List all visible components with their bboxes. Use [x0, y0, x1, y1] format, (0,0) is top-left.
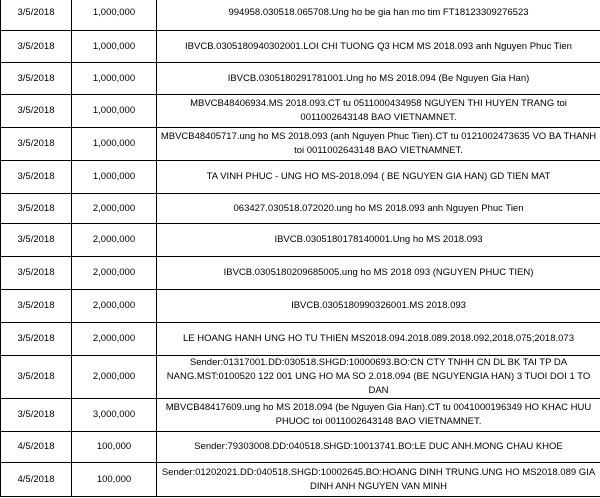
date-cell: 3/5/2018 [1, 399, 72, 432]
amount-cell: 2,000,000 [72, 224, 157, 257]
description-cell: IBVCB.0305180990326001.MS 2018.093 [157, 290, 600, 323]
date-cell: 3/5/2018 [1, 194, 72, 224]
date-cell: 3/5/2018 [1, 257, 72, 290]
amount-cell: 100,000 [72, 463, 157, 497]
amount-cell: 2,000,000 [72, 290, 157, 323]
amount-cell: 2,000,000 [72, 257, 157, 290]
amount-cell: 3,000,000 [72, 399, 157, 432]
description-cell: Sender:01202021.DD:040518.SHGD:10002645.BO:HOANG DINH TRUNG.UNG HO MS2018.089 GIA DINH ANH NGUYEN VAN MINH [157, 463, 600, 497]
description-cell: MBVCB48406934.MS 2018.093.CT tu 0511000434958 NGUYEN THI HUYEN TRANG toi 0011002643148 BAO VIETNAMNET. [157, 95, 600, 128]
amount-cell: 1,000,000 [72, 63, 157, 95]
amount-cell: 1,000,000 [72, 31, 157, 63]
date-cell: 3/5/2018 [1, 323, 72, 356]
table-row [1, 399, 600, 432]
table-row [1, 31, 600, 63]
date-cell: 3/5/2018 [1, 224, 72, 257]
table-row [1, 194, 600, 224]
amount-cell: 1,000,000 [72, 95, 157, 128]
date-cell: 4/5/2018 [1, 463, 72, 497]
description-cell: 063427.030518.072020.ung ho MS 2018.093 anh Nguyen Phuc Tien [157, 194, 600, 224]
description-cell: MBVCB48405717.ung ho MS 2018.093 (anh Nguyen Phuc Tien).CT tu 0121002473635 VO BA THANH toi 0011002643148 BAO VIETNAMNET. [157, 128, 600, 161]
description-cell: Sender:01317001.DD:030518.SHGD:10000693.BO:CN CTY TNHH CN DL BK TAI TP DA NANG.MST:0100520 122 001 UNG HO MA SO 2.018.094 (BE NGUYENGIA HAN) 3 TUOI DOI 1 TO DAN [157, 356, 600, 399]
description-cell: IBVCB.0305180209685005.ung ho MS 2018 093 (NGUYEN PHUC TIEN) [157, 257, 600, 290]
description-cell: IBVCB.0305180291781001.Ung ho MS 2018.094 (Be Nguyen Gia Han) [157, 63, 600, 95]
description-cell: MBVCB48417609.ung ho MS 2018.094 (be Nguyen Gia Han).CT tu 0041000196349 HO KHAC HUU PHUOC toi 0011002643148 BAO VIETNAMNET. [157, 399, 600, 432]
description-cell: IBVCB.0305180178140001.Ung ho MS 2018.093 [157, 224, 600, 257]
date-cell: 4/5/2018 [1, 432, 72, 463]
table-row [1, 463, 600, 497]
amount-cell: 2,000,000 [72, 194, 157, 224]
table-row [1, 290, 600, 323]
amount-cell: 2,000,000 [72, 323, 157, 356]
amount-cell: 1,000,000 [72, 0, 157, 31]
ledger-body [1, 0, 600, 497]
description-cell: 994958.030518.065708.Ung ho be gia han mo tim FT18123309276523 [157, 0, 600, 31]
table-row [1, 224, 600, 257]
description-cell: LE HOANG HANH UNG HO TU THIEN MS2018.094.2018.089.2018.092,2018.075;2018.073 [157, 323, 600, 356]
date-cell: 3/5/2018 [1, 161, 72, 194]
table-row [1, 356, 600, 399]
amount-cell: 1,000,000 [72, 128, 157, 161]
table-row [1, 0, 600, 31]
date-cell: 3/5/2018 [1, 128, 72, 161]
date-cell: 3/5/2018 [1, 0, 72, 31]
table-row [1, 161, 600, 194]
table-row [1, 323, 600, 356]
amount-cell: 1,000,000 [72, 161, 157, 194]
date-cell: 3/5/2018 [1, 95, 72, 128]
date-cell: 3/5/2018 [1, 290, 72, 323]
table-row [1, 63, 600, 95]
table-row [1, 128, 600, 161]
table-row [1, 95, 600, 128]
date-cell: 3/5/2018 [1, 31, 72, 63]
description-cell: TA VINH PHUC - UNG HO MS-2018.094 ( BE NGUYEN GIA HAN) GD TIEN MAT [157, 161, 600, 194]
description-cell: Sender:79303008.DD:040518.SHGD:10013741.BO:LE DUC ANH.MONG CHAU KHOE [157, 432, 600, 463]
description-cell: IBVCB.0305180940302001.LOI CHI TUONG Q3 HCM MS 2018.093 anh Nguyen Phuc Tien [157, 31, 600, 63]
table-row [1, 432, 600, 463]
date-cell: 3/5/2018 [1, 356, 72, 399]
table-row [1, 257, 600, 290]
amount-cell: 100,000 [72, 432, 157, 463]
amount-cell: 2,000,000 [72, 356, 157, 399]
date-cell: 3/5/2018 [1, 63, 72, 95]
